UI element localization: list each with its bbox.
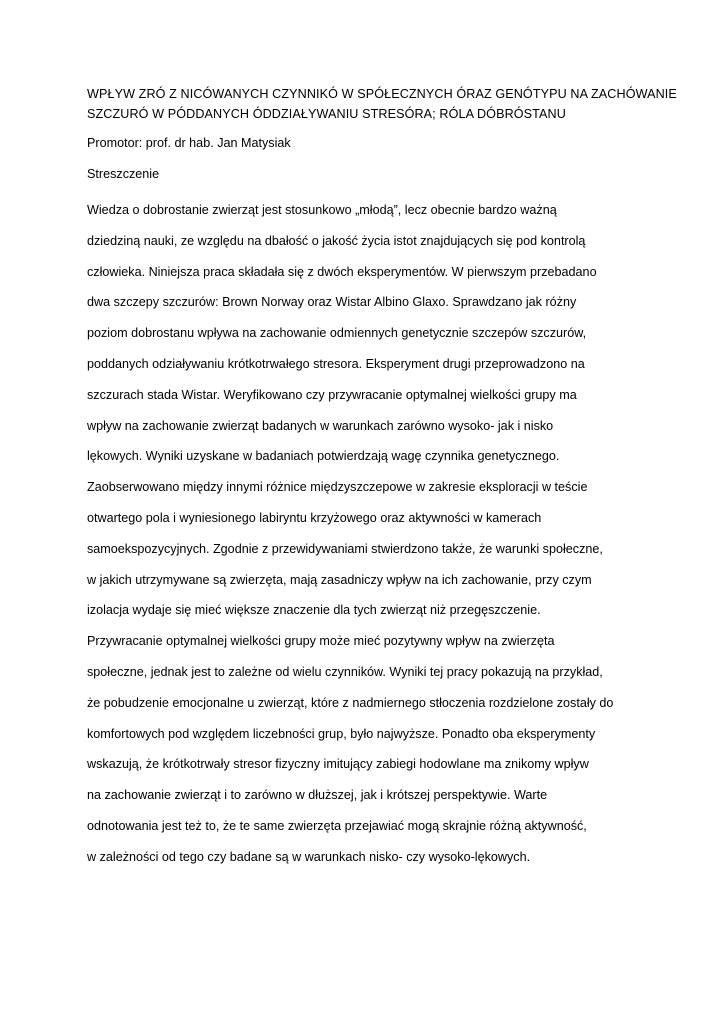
document-title <box>87 84 677 124</box>
abstract-line: wskazują, że krótkotrwały stresor fizyczny imitujący zabiegi hodowlane ma znikomy wpływ <box>87 757 589 772</box>
abstract-paragraph <box>87 195 647 873</box>
abstract-line: wpływ na zachowanie zwierząt badanych w warunkach zarówno wysoko- jak i nisko <box>87 418 554 433</box>
abstract-line: na zachowanie zwierząt i to zarówno w dłuższej, jak i krótszej perspektywie. Warte <box>87 788 548 803</box>
abstract-line: w zależności od tego czy badane są w warunkach nisko- czy wysoko-lękowych. <box>87 849 531 864</box>
abstract-line: że pobudzenie emocjonalne u zwierząt, które z nadmiernego stłoczenia rozdzielone zostały do <box>87 695 614 710</box>
abstract-line: dwa szczepy szczurów: Brown Norway oraz Wistar Albino Glaxo. Sprawdzano jak różny <box>87 295 577 310</box>
abstract-line: odnotowania jest też to, że te same zwierzęta przejawiać mogą skrajnie różną aktywność, <box>87 818 587 833</box>
abstract-line: człowieka. Niniejsza praca składała się z dwóch eksperymentów. W pierwszym przebadano <box>87 264 597 279</box>
title-line: WPŁYW ZRÓ Z NICÓWANYCH CZYNNIKÓ W SPÓŁECZNYCH ÓRAZ GENÓTYPU NA ZACHÓWANIE <box>87 87 677 101</box>
abstract-line: Wiedza o dobrostanie zwierząt jest stosunkowo „młodą”, lecz obecnie bardzo ważną <box>87 203 557 217</box>
abstract-line: w jakich utrzymywane są zwierzęta, mają zasadniczy wpływ na ich zachowanie, przy czym <box>87 572 592 587</box>
section-heading: Streszczenie <box>87 167 160 181</box>
abstract-line: poddanych odziaływaniu krótkotrwałego stresora. Eksperyment drugi przeprowadzono na <box>87 356 585 371</box>
abstract-line: dziedziną nauki, ze względu na dbałość o jakość życia istot znajdujących się pod kontrolą <box>87 233 586 248</box>
abstract-line: otwartego pola i wyniesionego labiryntu krzyżowego oraz aktywności w kamerach <box>87 510 542 525</box>
abstract-line: społeczne, jednak jest to zależne od wielu czynników. Wyniki tej pracy pokazują na przykład, <box>87 664 603 679</box>
abstract-line: samoekspozycyjnych. Zgodnie z przewidywaniami stwierdzono także, że warunki społeczne, <box>87 541 603 556</box>
abstract-line: Zaobserwowano między innymi różnice międzyszczepowe w zakresie eksploracji w teście <box>87 480 588 495</box>
abstract-line: komfortowych pod względem liczebności grup, było najwyższe. Ponadto oba eksperymenty <box>87 726 596 741</box>
abstract-line: lękowych. Wyniki uzyskane w badaniach potwierdzają wagę czynnika genetycznego. <box>87 449 560 464</box>
abstract-line: izolacja wydaje się mieć większe znaczenie dla tych zwierząt niż przegęszczenie. <box>87 603 541 618</box>
promotor-line: Promotor: prof. dr hab. Jan Matysiak <box>87 136 291 150</box>
abstract-line: Przywracanie optymalnej wielkości grupy może mieć pozytywny wpływ na zwierzęta <box>87 634 555 649</box>
abstract-line: poziom dobrostanu wpływa na zachowanie odmiennych genetycznie szczepów szczurów, <box>87 326 587 341</box>
title-line: SZCZURÓ W PÓDDANYCH ÓDDZIAŁYWANIU STRESÓRA; RÓLA DÓBRÓSTANU <box>87 107 566 121</box>
abstract-line: szczurach stada Wistar. Weryfikowano czy przywracanie optymalnej wielkości grupy ma <box>87 387 577 402</box>
